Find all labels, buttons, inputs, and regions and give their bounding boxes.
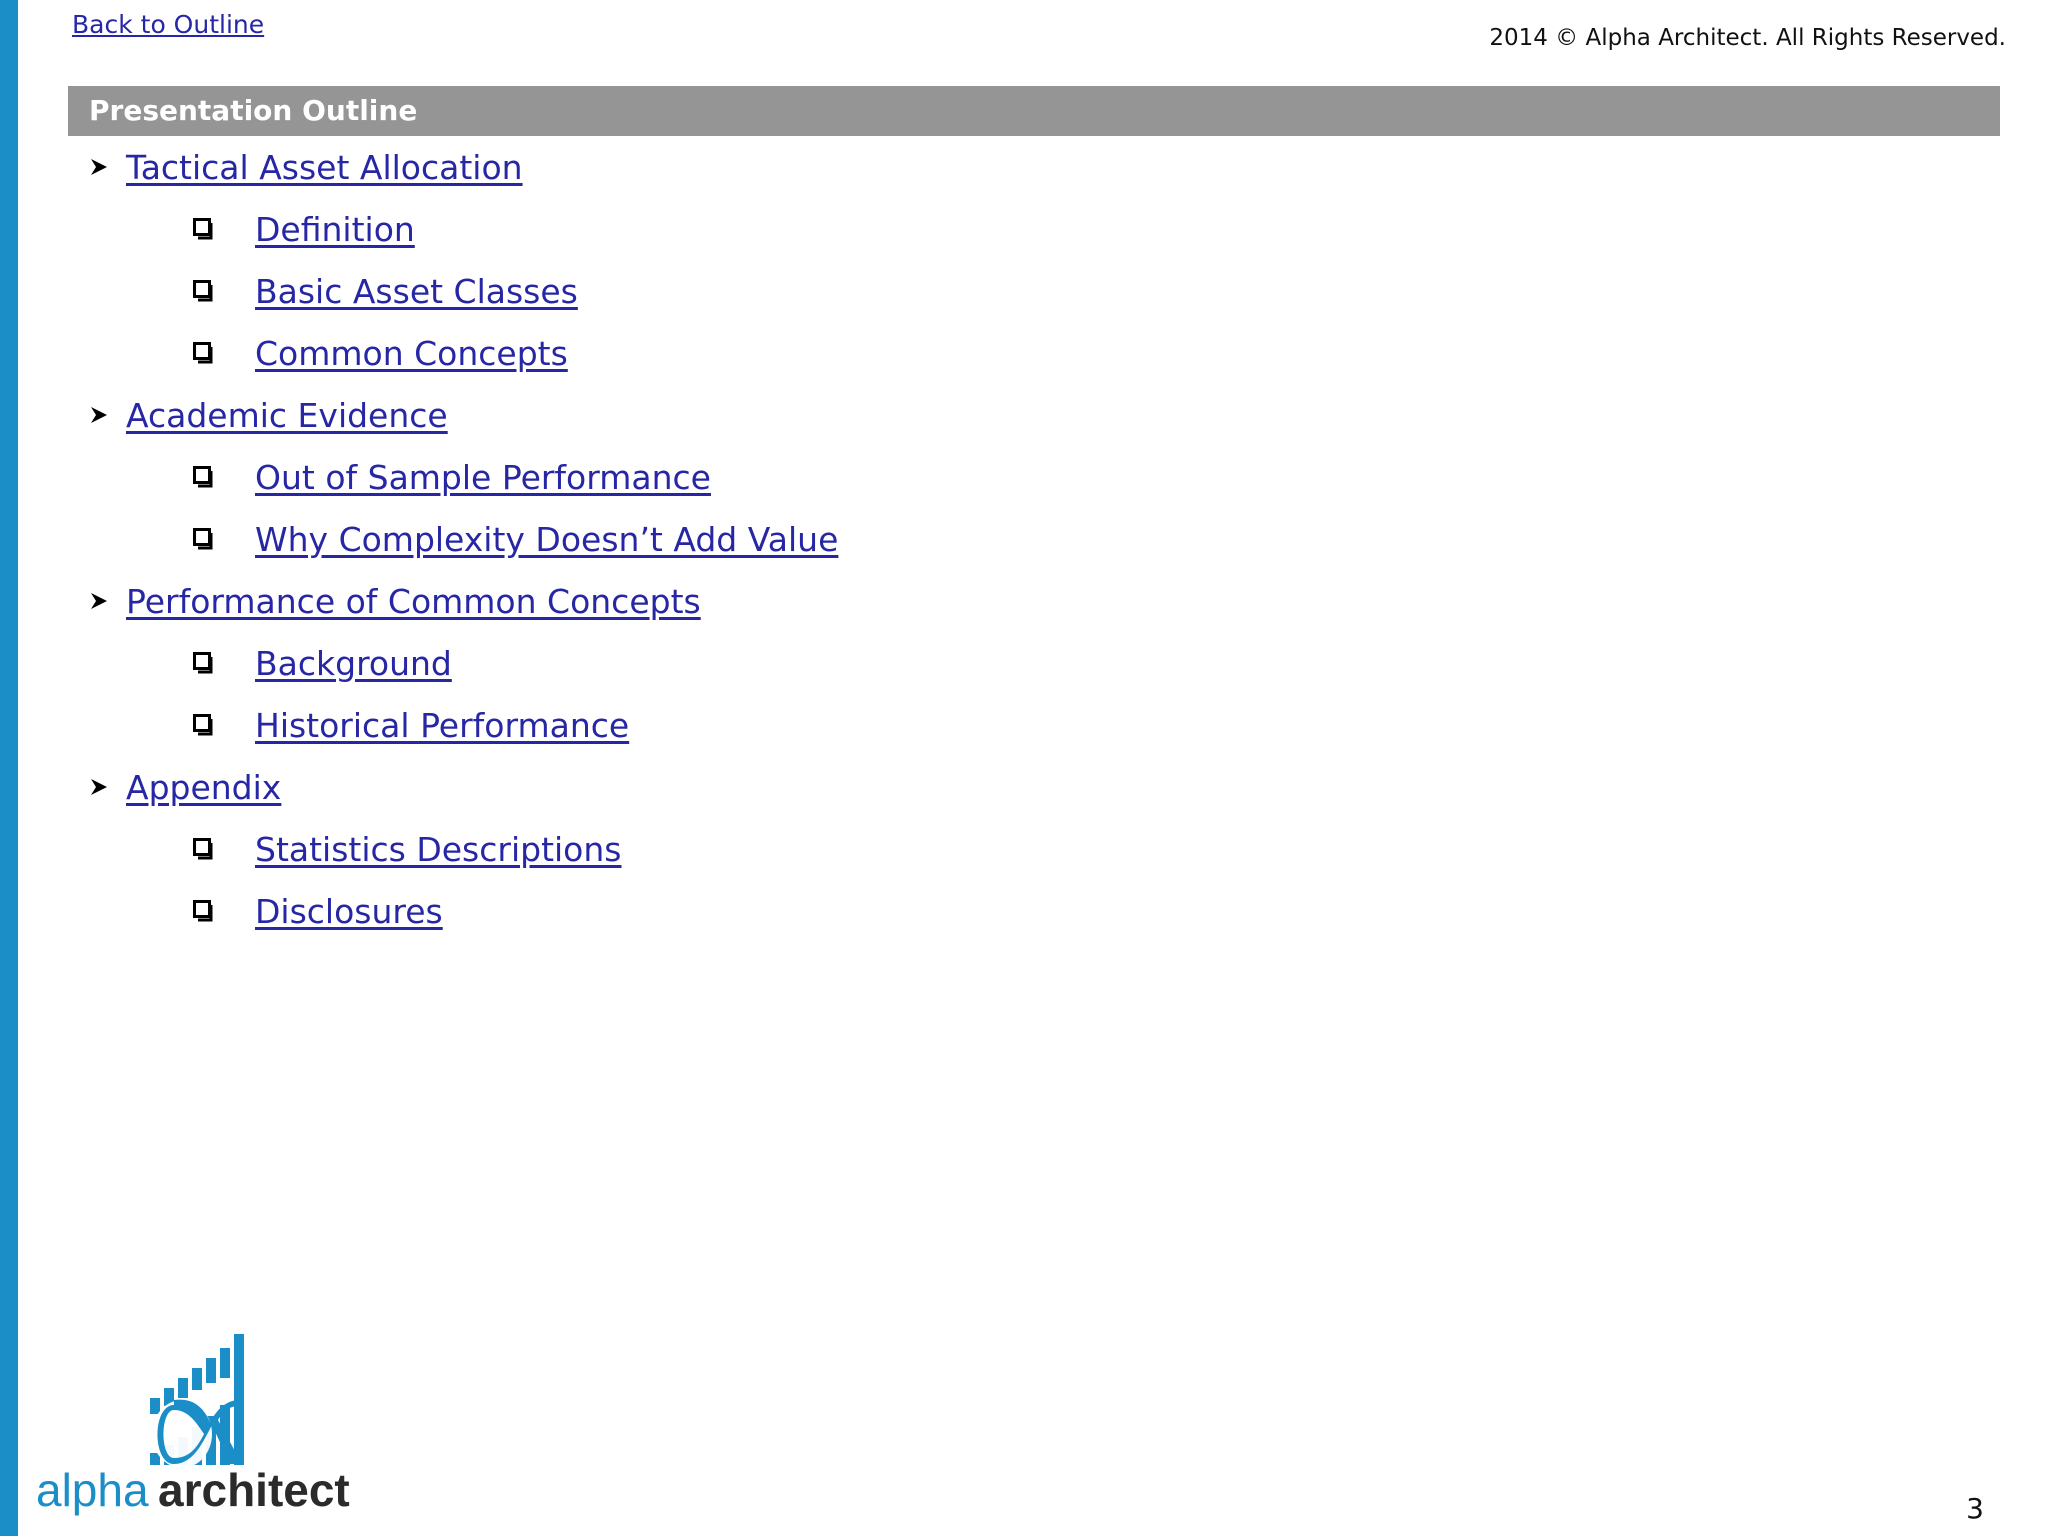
left-accent-bar: [0, 0, 18, 1536]
copyright-notice: 2014 © Alpha Architect. All Rights Reserved.: [1489, 25, 2006, 51]
outline-link-basic-asset-classes[interactable]: Basic Asset Classes: [255, 271, 578, 311]
outline-link-tactical-asset-allocation[interactable]: Tactical Asset Allocation: [126, 147, 523, 187]
outline-subitem: [193, 271, 578, 311]
checkbox-bullet-icon: [193, 838, 215, 860]
page-title: Presentation Outline: [89, 94, 418, 127]
outline-subitem: [193, 457, 711, 497]
alpha-architect-logo: [34, 1330, 364, 1520]
checkbox-bullet-icon: [193, 218, 215, 240]
outline-link-appendix[interactable]: Appendix: [126, 767, 282, 807]
checkbox-bullet-icon: [193, 528, 215, 550]
outline-link-disclosures[interactable]: Disclosures: [255, 891, 443, 931]
outline-link-definition[interactable]: Definition: [255, 209, 415, 249]
outline-link-background[interactable]: Background: [255, 643, 452, 683]
outline-link-academic-evidence[interactable]: Academic Evidence: [126, 395, 448, 435]
outline-link-common-concepts[interactable]: Common Concepts: [255, 333, 568, 373]
checkbox-bullet-icon: [193, 280, 215, 302]
page-number: 3: [1966, 1492, 1984, 1525]
outline-subitem: [193, 333, 568, 373]
outline-section: [88, 395, 448, 435]
checkbox-bullet-icon: [193, 652, 215, 674]
checkbox-bullet-icon: [193, 714, 215, 736]
outline-link-performance-of-common-concepts[interactable]: Performance of Common Concepts: [126, 581, 701, 621]
outline-link-out-of-sample-performance[interactable]: Out of Sample Performance: [255, 457, 711, 497]
alpha-bars-logo-icon: [150, 1334, 244, 1468]
outline-section: [88, 581, 701, 621]
outline-subitem: [193, 891, 443, 931]
outline-section: [88, 147, 523, 187]
outline-subitem: [193, 829, 621, 869]
logo-word-alpha: alpha: [36, 1464, 149, 1516]
section-header-bar: [68, 86, 2000, 136]
logo-word-architect: architect: [158, 1464, 350, 1516]
outline-subitem: [193, 643, 452, 683]
checkbox-bullet-icon: [193, 900, 215, 922]
outline-link-historical-performance[interactable]: Historical Performance: [255, 705, 630, 745]
outline-link-statistics-descriptions[interactable]: Statistics Descriptions: [255, 829, 622, 869]
outline-subitem: [193, 519, 838, 559]
outline-link-why-complexity[interactable]: Why Complexity Doesn’t Add Value: [255, 519, 839, 559]
outline-subitem: [193, 705, 629, 745]
arrow-bullet-icon: [88, 156, 110, 178]
outline-subitem: [193, 209, 415, 249]
outline-section: [88, 767, 281, 807]
checkbox-bullet-icon: [193, 342, 215, 364]
arrow-bullet-icon: [88, 404, 110, 426]
arrow-bullet-icon: [88, 776, 110, 798]
checkbox-bullet-icon: [193, 466, 215, 488]
back-to-outline-link[interactable]: Back to Outline: [72, 10, 265, 39]
arrow-bullet-icon: [88, 590, 110, 612]
